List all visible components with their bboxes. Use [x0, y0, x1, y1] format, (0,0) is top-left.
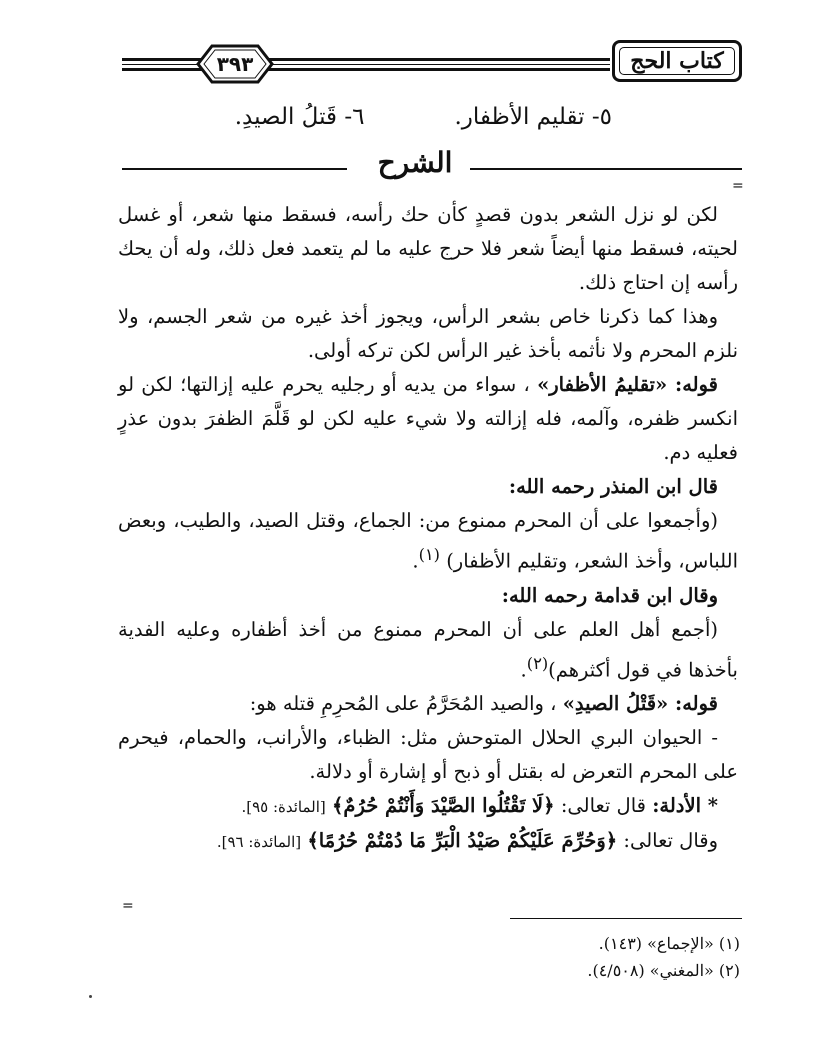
side-mark-top: =	[732, 178, 744, 194]
paragraph-10-text: قال تعالى:	[560, 794, 646, 817]
verse-2: ﴿وَحُرِّمَ عَلَيْكُمْ صَيْدُ الْبَرِّ مَا دُمْتُمْ حُرُمًا﴾	[307, 829, 618, 852]
paragraph-8	[118, 687, 738, 721]
verse-1-ref: [المائدة: ٩٥].	[241, 798, 326, 816]
footnote-rule	[510, 918, 742, 919]
ibn-qudamah-quote: (أجمع أهل العلم على أن المحرم ممنوع من أخذ أظفاره وعليه الفدية بأخذها في قول أكثرهم)	[118, 617, 738, 681]
verse-1: ﴿لَا تَقْتُلُوا الصَّيْدَ وَأَنْتُمْ حُرُمٌ﴾	[331, 794, 555, 817]
side-mark-bottom: =	[122, 898, 134, 914]
footnote-ref-2: (٢)	[526, 653, 549, 673]
section-title: الشرح	[377, 146, 453, 179]
item-5: ٥- تقليم الأظفار.	[454, 104, 612, 130]
paragraph-7: (أجمع أهل العلم على أن المحرم ممنوع من أخذ أظفاره وعليه الفدية بأخذها في قول أكثرهم)$^{(٢)}$.	[118, 617, 738, 681]
paragraph-4: قال ابن المنذر رحمه الله:	[508, 475, 718, 498]
stray-dot	[89, 995, 92, 998]
paragraph-5: (وأجمعوا على أن المحرم ممنوع من: الجماع، وقتل الصيد، والطيب، وبعض اللباس، وأخذ الشعر، وتقليم الأظفار) $^{(١)}$.	[118, 509, 738, 573]
paragraph-3	[118, 368, 738, 470]
item-6: ٦- قَتلُ الصيدِ.	[234, 104, 365, 130]
page-number: ٣٩٣	[216, 52, 254, 76]
items-line	[235, 104, 612, 130]
paragraph-9: - الحيوان البري الحلال المتوحش مثل: الظباء، والأرانب، والحمام، فيحرم على المحرم التعرض له بقتل أو ذبح أو إشارة أو دلالة.	[118, 726, 738, 783]
book-title: كتاب الحج	[612, 40, 742, 82]
paragraph-11	[118, 824, 738, 859]
footnotes	[587, 930, 740, 984]
paragraph-8-text: ، والصيد المُحَرَّمُ على المُحرِمِ قتله هو:	[249, 692, 557, 715]
evidence-label: * الأدلة:	[652, 794, 718, 817]
paragraph-6: وقال ابن قدامة رحمه الله:	[501, 583, 718, 607]
ibn-almundhir-quote: (وأجمعوا على أن المحرم ممنوع من: الجماع، وقتل الصيد، والطيب، وبعض اللباس، وأخذ الشعر، وتقليم الأظفار)	[118, 509, 738, 573]
quote-label-hunting: قوله: «قَتْلُ الصيدِ»	[562, 692, 718, 715]
footnote-ref-1: (١)	[418, 545, 440, 564]
paragraph-10	[118, 789, 738, 824]
paragraph-11-text: وقال تعالى:	[623, 829, 718, 852]
paragraph-1: لكن لو نزل الشعر بدون قصدٍ كأن حك رأسه، فسقط منها شعر، أو غسل لحيته، فسقط منها أيضاً شعر فلا حرج عليه ما لم يتعمد فعل ذلك، وله أن يحك رأسه إن احتاج ذلك.	[118, 203, 738, 294]
quote-label-nails: قوله: «تقليمُ الأظفار»	[537, 373, 719, 396]
paragraph-3-text: ، سواء من يديه أو رجليه يحرم عليه إزالتها؛ لكن لو انكسر ظفره، وآلمه، فله إزالته ولا شيء عليه لكن لو قَلَّمَ الظفرَ بدون عذرٍ فعليه دم.	[118, 373, 738, 464]
footnote-1: (١) «الإجماع» (١٤٣).	[598, 934, 740, 953]
body-text	[118, 198, 738, 859]
verse-2-ref: [المائدة: ٩٦].	[216, 833, 302, 851]
footnote-2: (٢) «المغني» (٤/٥٠٨).	[587, 961, 740, 980]
paragraph-2: وهذا كما ذكرنا خاص بشعر الرأس، ويجوز أخذ غيره من شعر الجسم، ولا نلزم المحرم ولا نأثمه بأخذ غير الرأس لكن تركه أولى.	[118, 305, 738, 362]
